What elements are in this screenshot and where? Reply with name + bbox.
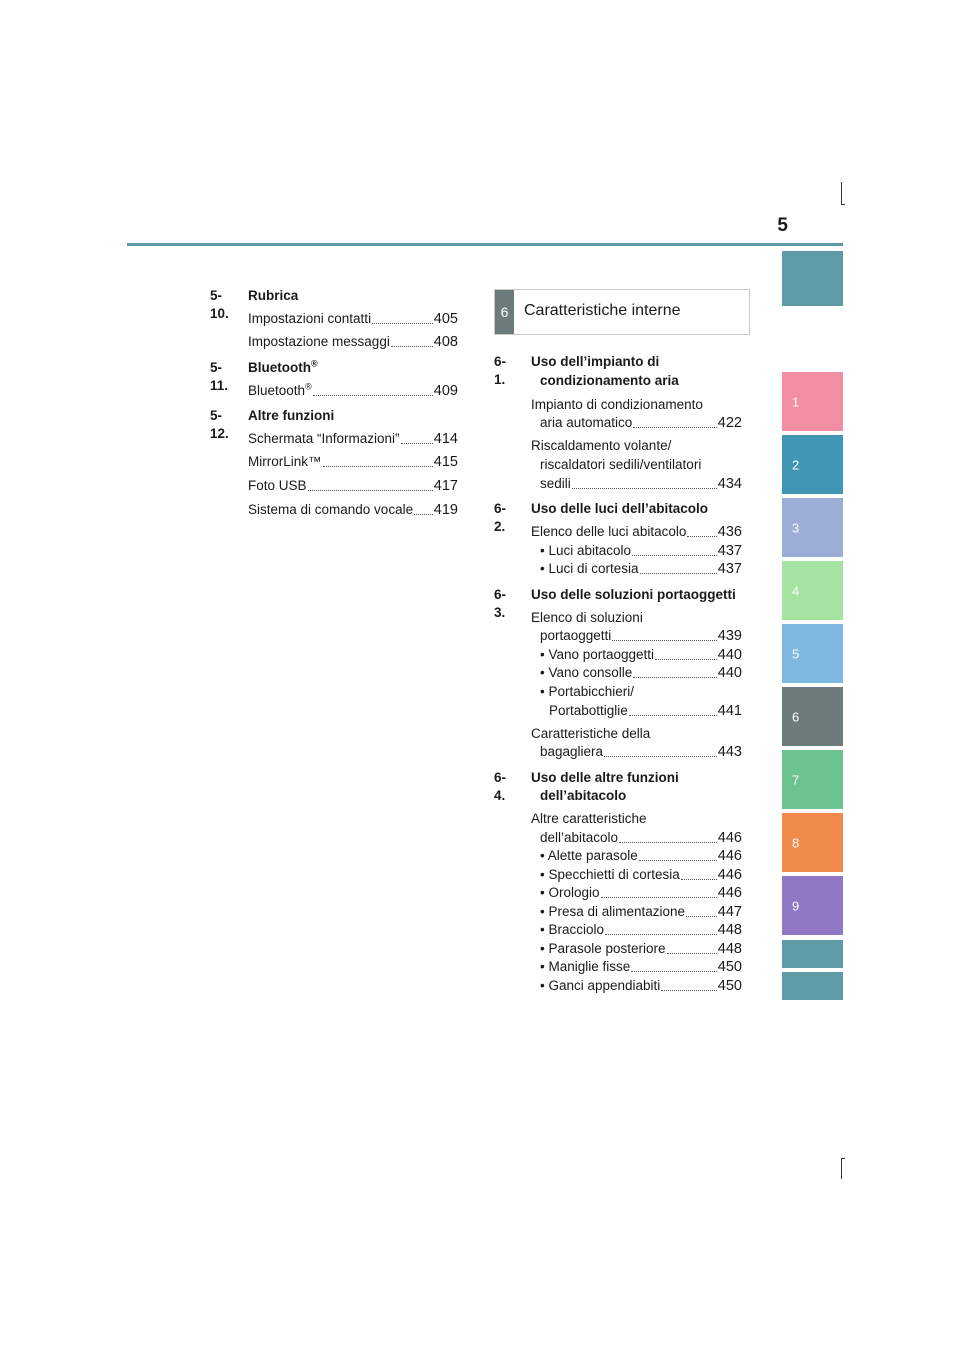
crop-mark-top (841, 182, 845, 205)
chapter-tab-9[interactable]: 9 (782, 876, 843, 935)
chapter-title: Caratteristiche interne (524, 302, 681, 319)
toc-entry[interactable]: • Luci di cortesia 437 (540, 561, 742, 577)
section-title: Uso dell’impianto di (531, 354, 660, 369)
toc-entry[interactable]: • Vano portaoggetti 440 (540, 647, 742, 663)
toc-entry[interactable]: dell’abitacolo 446 (540, 830, 742, 846)
toc-entry[interactable]: • Ganci appendiabiti 450 (540, 978, 742, 994)
section-title-cont: condizionamento aria (540, 373, 679, 388)
toc-entry[interactable]: MirrorLink™ 415 (248, 454, 458, 470)
crop-mark-bottom (841, 1158, 845, 1179)
toc-entry-line: Elenco di soluzioni (531, 610, 643, 625)
toc-entry[interactable]: • Maniglie fisse 450 (540, 959, 742, 975)
chapter-tab-8[interactable]: 8 (782, 813, 843, 872)
toc-entry[interactable]: Elenco delle luci abitacolo 436 (531, 524, 742, 540)
toc-entry-line: Caratteristiche della (531, 726, 651, 741)
section-number: 5-11. (210, 360, 229, 393)
section-title: Altre funzioni (248, 408, 335, 423)
toc-entry-line: • Portabicchieri/ (540, 684, 635, 699)
chapter-tab-7[interactable]: 7 (782, 750, 843, 809)
section-title: Rubrica (248, 288, 299, 303)
chapter-tab-2[interactable]: 2 (782, 435, 843, 494)
toc-entry[interactable]: • Vano consolle 440 (540, 665, 742, 681)
toc-entry-line: riscaldatori sedili/ventilatori (540, 457, 702, 472)
toc-entry[interactable]: • Bracciolo 448 (540, 922, 742, 938)
chapter-tab-end[interactable] (782, 972, 843, 1000)
section-number: 6-4. (494, 770, 507, 803)
toc-entry-line: Riscaldamento volante/ (531, 438, 672, 453)
toc-entry[interactable]: • Parasole posteriore 448 (540, 941, 742, 957)
section-number: 5-10. (210, 288, 229, 321)
toc-entry[interactable]: • Luci abitacolo 437 (540, 543, 742, 559)
chapter-tab-3[interactable]: 3 (782, 498, 843, 557)
chapter-header (494, 289, 750, 335)
toc-entry[interactable]: Portabottiglie 441 (549, 703, 742, 719)
chapter-number: 6 (495, 290, 514, 334)
page-number: 5 (777, 215, 788, 236)
section-number: 5-12. (210, 408, 229, 441)
toc-entry[interactable]: • Orologio 446 (540, 885, 742, 901)
toc-entry[interactable]: Impostazione messaggi 408 (248, 334, 458, 350)
toc-entry[interactable]: • Specchietti di cortesia 446 (540, 867, 742, 883)
toc-entry[interactable]: aria automatico 422 (540, 415, 742, 431)
chapter-tab-4[interactable]: 4 (782, 561, 843, 620)
toc-entry[interactable]: Sistema di comando vocale 419 (248, 502, 458, 518)
section-number: 6-3. (494, 587, 507, 620)
chapter-tab-6[interactable]: 6 (782, 687, 843, 746)
toc-entry[interactable]: Impostazioni contatti 405 (248, 311, 458, 327)
toc-entry[interactable]: bagagliera 443 (540, 744, 742, 760)
section-title: Uso delle altre funzioni (531, 770, 679, 785)
toc-entry[interactable]: sedili 434 (540, 476, 742, 492)
section-title-cont: dell’abitacolo (540, 788, 627, 803)
toc-entry[interactable]: Foto USB 417 (248, 478, 458, 494)
toc-entry-line: Altre caratteristiche (531, 811, 647, 826)
chapter-tab-5[interactable]: 5 (782, 624, 843, 683)
chapter-tab-index[interactable] (782, 940, 843, 968)
toc-entry[interactable]: portaoggetti 439 (540, 628, 742, 644)
toc-entry[interactable]: Bluetooth® 409 (248, 381, 458, 399)
toc-entry[interactable]: • Presa di alimentazione 447 (540, 904, 742, 920)
toc-entry[interactable]: Schermata “Informazioni” 414 (248, 431, 458, 447)
section-title: Bluetooth® (248, 358, 318, 375)
toc-entry[interactable]: • Alette parasole 446 (540, 848, 742, 864)
chapter-tab-1[interactable]: 1 (782, 372, 843, 431)
chapter-tab-top[interactable] (782, 251, 843, 306)
section-number: 6-2. (494, 501, 507, 534)
header-rule (127, 243, 843, 246)
toc-entry-line: Impianto di condizionamento (531, 397, 703, 412)
section-title: Uso delle soluzioni portaoggetti (531, 587, 736, 602)
section-title: Uso delle luci dell’abitacolo (531, 501, 709, 516)
section-number: 6-1. (494, 354, 507, 387)
